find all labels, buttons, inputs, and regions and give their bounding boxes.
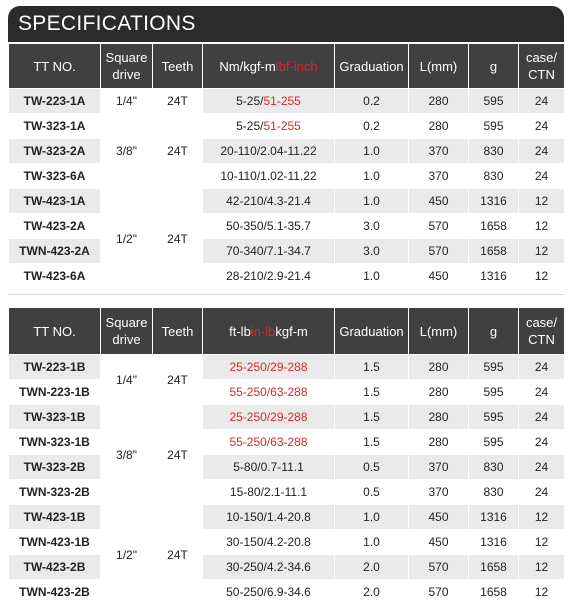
length-cell: 280 (409, 355, 469, 380)
col-range-kgfm: kgf-m (275, 323, 308, 339)
tt-number-cell: TW-323-1A (9, 114, 101, 139)
case-ctn-cell: 24 (519, 480, 565, 505)
case-ctn-cell: 24 (519, 114, 565, 139)
table-row (9, 264, 565, 289)
teeth-cell: 24T (153, 505, 203, 605)
tt-number-cell: TWN-223-1B (9, 380, 101, 405)
case-ctn-cell: 12 (519, 189, 565, 214)
col-range-ftlb: ft-lb (229, 323, 251, 339)
tt-number-cell: TWN-323-2B (9, 480, 101, 505)
range-cell (203, 405, 335, 430)
weight-cell: 830 (469, 139, 519, 164)
range-cell (203, 139, 335, 164)
length-cell: 570 (409, 239, 469, 264)
tt-number-cell: TW-223-1A (9, 89, 101, 114)
weight-cell: 830 (469, 455, 519, 480)
col-teeth: Teeth (153, 44, 203, 89)
length-cell: 370 (409, 455, 469, 480)
range-text: 30-250/4.2-34.6 (226, 560, 311, 574)
table-row (9, 455, 565, 480)
range-cell (203, 189, 335, 214)
tt-number-cell: TW-423-2A (9, 214, 101, 239)
range-cell (203, 480, 335, 505)
graduation-cell: 0.2 (335, 89, 409, 114)
range-text: 5-80/0.7-11.1 (233, 460, 304, 474)
table-row (9, 114, 565, 139)
table-row (9, 139, 565, 164)
range-text: 50-250/6.9-34.6 (226, 585, 311, 599)
graduation-cell: 1.0 (335, 139, 409, 164)
tt-number-cell: TW-423-1A (9, 189, 101, 214)
range-cell (203, 555, 335, 580)
graduation-cell: 1.5 (335, 430, 409, 455)
tt-number-cell: TWN-423-2B (9, 580, 101, 605)
case-ctn-cell: 12 (519, 214, 565, 239)
case-ctn-cell: 24 (519, 139, 565, 164)
length-cell: 280 (409, 430, 469, 455)
range-text: 10-150/1.4-20.8 (226, 510, 311, 524)
table-row (9, 214, 565, 239)
range-text: 42-210/4.3-21.4 (226, 194, 311, 208)
table-row (9, 530, 565, 555)
col-case-ctn: case/ CTN (519, 44, 565, 89)
length-cell: 570 (409, 580, 469, 605)
teeth-cell: 24T (153, 405, 203, 505)
square-drive-cell: 1/4" (101, 89, 153, 114)
range-cell (203, 239, 335, 264)
weight-cell: 595 (469, 405, 519, 430)
length-cell: 450 (409, 264, 469, 289)
table-row (9, 189, 565, 214)
col-length: L(mm) (409, 44, 469, 89)
range-cell (203, 355, 335, 380)
case-ctn-cell: 24 (519, 405, 565, 430)
graduation-cell: 3.0 (335, 239, 409, 264)
range-text: 28-210/2.9-21.4 (226, 269, 311, 283)
tt-number-cell: TW-323-1B (9, 405, 101, 430)
case-ctn-cell: 24 (519, 89, 565, 114)
case-ctn-cell: 12 (519, 555, 565, 580)
table-divider (8, 294, 564, 295)
col-teeth: Teeth (153, 308, 203, 355)
weight-cell: 1658 (469, 214, 519, 239)
teeth-cell: 24T (153, 89, 203, 114)
col-square-drive: Square drive (101, 44, 153, 89)
tt-number-cell: TWN-323-1B (9, 430, 101, 455)
range-text: 50-350/5.1-35.7 (226, 219, 311, 233)
table-row (9, 380, 565, 405)
length-cell: 280 (409, 89, 469, 114)
graduation-cell: 1.5 (335, 380, 409, 405)
graduation-cell: 1.0 (335, 505, 409, 530)
range-text-red: 25-250/29-288 (229, 410, 308, 424)
col-tt-no: TT NO. (9, 308, 101, 355)
square-drive-cell: 3/8" (101, 405, 153, 505)
case-ctn-cell: 24 (519, 455, 565, 480)
range-cell (203, 530, 335, 555)
teeth-cell: 24T (153, 355, 203, 405)
table-row (9, 405, 565, 430)
range-cell (203, 455, 335, 480)
graduation-cell: 1.0 (335, 530, 409, 555)
tt-number-cell: TW-323-6A (9, 164, 101, 189)
range-cell (203, 89, 335, 114)
length-cell: 370 (409, 164, 469, 189)
graduation-cell: 1.5 (335, 405, 409, 430)
col-weight: g (469, 44, 519, 89)
case-ctn-cell: 24 (519, 164, 565, 189)
case-ctn-cell: 24 (519, 430, 565, 455)
col-square-drive: Square drive (101, 308, 153, 355)
weight-cell: 595 (469, 430, 519, 455)
weight-cell: 1658 (469, 555, 519, 580)
banner-title: SPECIFICATIONS (18, 12, 196, 35)
table-row (9, 355, 565, 380)
graduation-cell: 1.5 (335, 355, 409, 380)
table-row (9, 89, 565, 114)
weight-cell: 1316 (469, 505, 519, 530)
range-text-red: 25-250/29-288 (229, 360, 308, 374)
length-cell: 570 (409, 555, 469, 580)
range-text: 10-110/1.02-11.22 (220, 169, 317, 183)
weight-cell: 1316 (469, 189, 519, 214)
range-cell (203, 505, 335, 530)
range-text-red: 51-255 (263, 119, 301, 133)
weight-cell: 595 (469, 380, 519, 405)
col-range (203, 44, 335, 89)
length-cell: 370 (409, 480, 469, 505)
range-text: 70-340/7.1-34.7 (226, 244, 311, 258)
teeth-cell: 24T (153, 189, 203, 289)
square-drive-cell: 3/8" (101, 114, 153, 189)
col-tt-no: TT NO. (9, 44, 101, 89)
range-cell (203, 114, 335, 139)
graduation-cell: 2.0 (335, 555, 409, 580)
range-cell (203, 264, 335, 289)
col-range-inlb: in·lb (250, 323, 276, 339)
graduation-cell: 1.0 (335, 189, 409, 214)
table-row (9, 555, 565, 580)
col-range-unit: Nm/kgf-m (219, 58, 276, 74)
case-ctn-cell: 12 (519, 239, 565, 264)
weight-cell: 1316 (469, 530, 519, 555)
case-ctn-cell: 24 (519, 380, 565, 405)
table-row (9, 480, 565, 505)
tt-number-cell: TW-423-6A (9, 264, 101, 289)
spec-table-metric (8, 43, 565, 289)
weight-cell: 830 (469, 480, 519, 505)
weight-cell: 1658 (469, 239, 519, 264)
graduation-cell: 0.2 (335, 114, 409, 139)
spec-table-imperial (8, 307, 565, 605)
weight-cell: 595 (469, 89, 519, 114)
range-text: 5-25/ (236, 119, 264, 133)
table-row (9, 164, 565, 189)
col-graduation: Graduation (335, 44, 409, 89)
graduation-cell: 0.5 (335, 480, 409, 505)
case-ctn-cell: 12 (519, 505, 565, 530)
weight-cell: 1658 (469, 580, 519, 605)
graduation-cell: 1.0 (335, 264, 409, 289)
table-row (9, 580, 565, 605)
range-cell (203, 430, 335, 455)
range-text-red: 55-250/63-288 (229, 385, 308, 399)
length-cell: 450 (409, 530, 469, 555)
col-weight: g (469, 308, 519, 355)
range-cell (203, 214, 335, 239)
col-length: L(mm) (409, 308, 469, 355)
graduation-cell: 2.0 (335, 580, 409, 605)
case-ctn-cell: 24 (519, 355, 565, 380)
col-case-ctn: case/ CTN (519, 308, 565, 355)
length-cell: 280 (409, 114, 469, 139)
case-ctn-cell: 12 (519, 264, 565, 289)
table-body (9, 355, 565, 605)
graduation-cell: 1.0 (335, 164, 409, 189)
table-row (9, 505, 565, 530)
tt-number-cell: TWN-423-1B (9, 530, 101, 555)
weight-cell: 830 (469, 164, 519, 189)
tt-number-cell: TW-423-1B (9, 505, 101, 530)
col-graduation: Graduation (335, 308, 409, 355)
header-row (9, 44, 565, 89)
tt-number-cell: TWN-423-2A (9, 239, 101, 264)
weight-cell: 595 (469, 114, 519, 139)
table-row (9, 430, 565, 455)
case-ctn-cell: 12 (519, 530, 565, 555)
range-text-red: 51-255 (263, 94, 301, 108)
header-row (9, 308, 565, 355)
tt-number-cell: TW-323-2B (9, 455, 101, 480)
length-cell: 280 (409, 405, 469, 430)
weight-cell: 1316 (469, 264, 519, 289)
graduation-cell: 0.5 (335, 455, 409, 480)
range-text: 20-110/2.04-11.22 (220, 144, 317, 158)
length-cell: 450 (409, 505, 469, 530)
range-text-red: 55-250/63-288 (229, 435, 308, 449)
range-text: 5-25/ (236, 94, 264, 108)
range-cell (203, 580, 335, 605)
range-cell (203, 380, 335, 405)
specifications-banner (8, 6, 564, 42)
tt-number-cell: TW-423-2B (9, 555, 101, 580)
tt-number-cell: TW-223-1B (9, 355, 101, 380)
square-drive-cell: 1/2" (101, 505, 153, 605)
length-cell: 280 (409, 380, 469, 405)
teeth-cell: 24T (153, 114, 203, 189)
length-cell: 370 (409, 139, 469, 164)
col-range-unit-red: lbf·inch (275, 58, 318, 74)
length-cell: 570 (409, 214, 469, 239)
weight-cell: 595 (469, 355, 519, 380)
range-cell (203, 164, 335, 189)
graduation-cell: 3.0 (335, 214, 409, 239)
case-ctn-cell: 12 (519, 580, 565, 605)
range-text: 15-80/2.1-11.1 (229, 485, 308, 499)
table-row (9, 239, 565, 264)
square-drive-cell: 1/2" (101, 189, 153, 289)
table-body (9, 89, 565, 289)
range-text: 30-150/4.2-20.8 (226, 535, 311, 549)
col-range (203, 308, 335, 355)
length-cell: 450 (409, 189, 469, 214)
tt-number-cell: TW-323-2A (9, 139, 101, 164)
square-drive-cell: 1/4" (101, 355, 153, 405)
